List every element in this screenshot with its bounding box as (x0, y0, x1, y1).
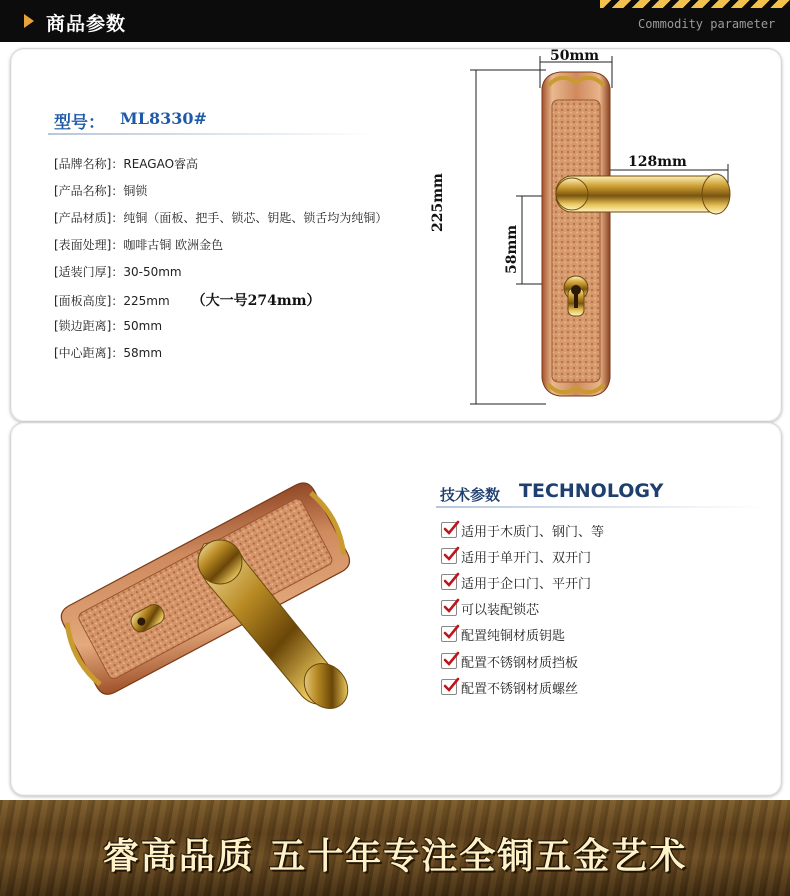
tech-item-label: 配置不锈钢材质螺丝 (461, 682, 579, 697)
technology-title-cn: 技术参数 (440, 486, 501, 504)
spec-row-brand: [品牌名称]：REAGAO睿高 (54, 157, 199, 171)
tech-item-label: 配置不锈钢材质挡板 (461, 656, 579, 671)
checkbox-checked-icon (441, 548, 457, 564)
spec-row-panel-height-text: [面板高度]：225mm (54, 294, 170, 308)
dimension-width: 50mm (550, 48, 600, 64)
header-decoration (600, 0, 790, 8)
checkbox-checked-icon (441, 600, 457, 616)
divider (436, 506, 766, 508)
checkbox-checked-icon (441, 679, 457, 695)
dimension-height: 225mm (430, 173, 446, 232)
dimension-center: 58mm (504, 224, 520, 274)
model-value: ML8330# (120, 109, 207, 128)
checkbox-checked-icon (441, 653, 457, 669)
lock-product-image (36, 444, 376, 744)
tech-item-label: 适用于木质门、钢门、等 (461, 525, 605, 540)
tech-item-label: 配置纯铜材质钥匙 (461, 629, 566, 644)
spec-row-panel-height (54, 290, 321, 310)
divider (48, 133, 378, 135)
technology-title-en: TECHNOLOGY (519, 480, 664, 502)
spec-row-panel-height-extra: （大一号274mm） (191, 293, 321, 309)
model-label: 型号： (54, 113, 105, 133)
checkbox-checked-icon (441, 574, 457, 590)
lock-dimension-drawing (440, 48, 770, 418)
checkbox-checked-icon (441, 522, 457, 538)
spec-row-material: [产品材质]：纯铜（面板、把手、锁芯、钥匙、锁舌均为纯铜） (54, 211, 388, 225)
checkbox-checked-icon (441, 626, 457, 642)
spec-row-door-thickness: [适装门厚]：30-50mm (54, 265, 182, 279)
slogan-text: 睿高品质 五十年专注全铜五金艺术 (102, 836, 688, 877)
spec-row-finish: [表面处理]：咖啡古铜 欧洲金色 (54, 238, 224, 252)
tech-item-label: 可以装配锁芯 (461, 603, 540, 618)
header-arrow-icon (24, 14, 34, 28)
dimension-handle: 128mm (628, 154, 687, 170)
tech-item-label: 适用于单开门、双开门 (461, 551, 592, 566)
tech-item-label: 适用于企口门、平开门 (461, 577, 592, 592)
spec-row-center-distance: [中心距离]：58mm (54, 346, 163, 360)
spec-row-backset: [锁边距离]：50mm (54, 319, 163, 333)
header-title: 商品参数 (46, 13, 127, 35)
spec-row-product: [产品名称]：铜锁 (54, 184, 148, 198)
header-subtitle: Commodity parameter (638, 17, 776, 31)
